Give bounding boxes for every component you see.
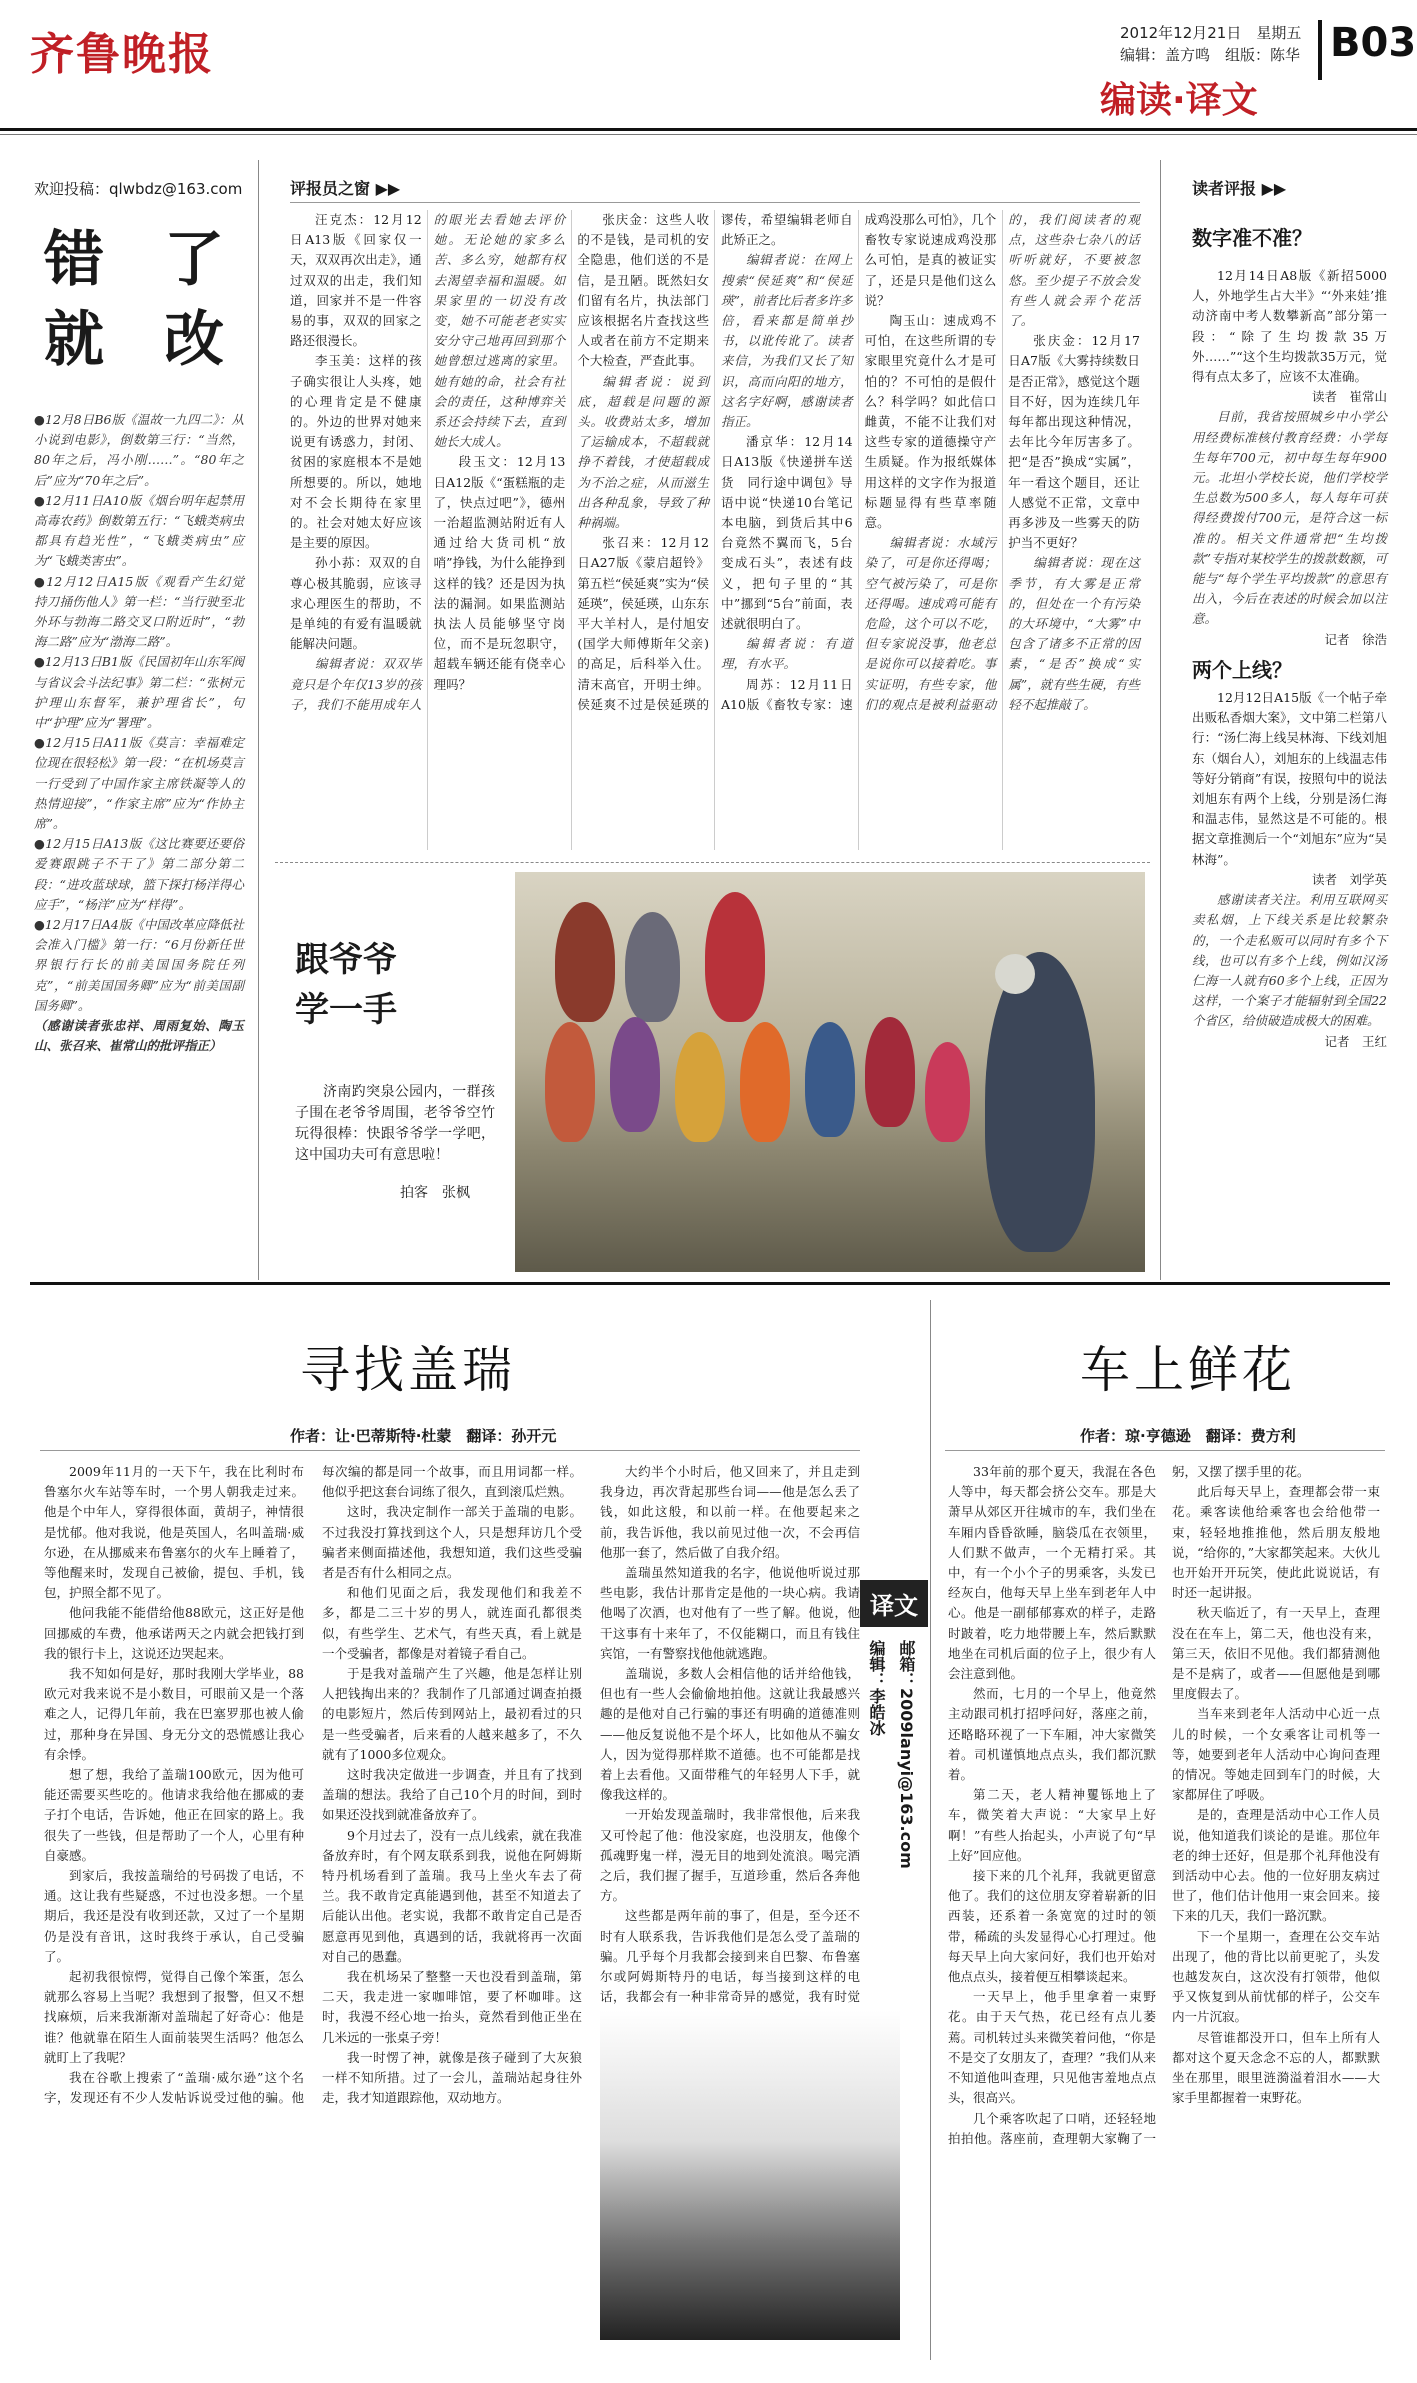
column-divider <box>258 160 259 1280</box>
story-paragraph: 秋天临近了，有一天早上，查理没在在车上，第二天，他也没有来，第三天，依旧不见他。我们都猜测他是不是病了，或者——但愿他是到哪里度假去了。 <box>1172 1605 1380 1702</box>
reporter-reply: 感谢读者关注。利用互联网买卖私烟，上下线关系是比较繁杂的，一个走私贩可以同时有多个下线，也可以有多个上线，例如汉汤仁海一人就有60多个上线，正因为这样，一个案子才能辐射到全国22个省区，给侦破造成极大的困难。 <box>1192 892 1387 1029</box>
masthead-logo: 齐鲁晚报 <box>30 29 214 80</box>
story-paragraph: 于是我对盖瑞产生了兴趣，他是怎样让别人把钱掏出来的？我制作了几部通过调查拍摄的电影短片，然后传到网站上，最初看过的只是一些受骗者，后来看的人越来越多了，不久就有了1000多位观众。 <box>322 1666 582 1762</box>
story2-body <box>948 1462 1380 2362</box>
story-paragraph: 第二天，老人精神矍铄地上了车，微笑着大声说：“大家早上好啊！”有些人抬起头，小声说了句“早上好”回应他。 <box>948 1787 1156 1863</box>
corrections-heading-1: 错 了 <box>44 225 224 295</box>
triangle-arrows-icon: ▶▶ <box>375 179 401 198</box>
editor-reply: 编辑者说：说到底，超载是问题的源头。收费站太多，增加了运输成本，不超载就挣不着钱，才使超载成为不治之症，从而滋生出各种乱象，导致了种种祸端。 <box>577 373 709 531</box>
page-number-bar <box>1318 20 1322 80</box>
reader-review-title-2: 两个上线？ <box>1192 657 1292 682</box>
photo-title-line: 跟爷爷 <box>295 940 397 980</box>
comment-paragraph: 段玉文：12月13日A12版《“蛋糕瓶的走了，快点过吧”》，德州一治超监测站附近有人通过给大货司机“放哨”挣钱，为什么能挣到这样的钱？还是因为执法的漏洞。如果监测站执法人员能够坚守岗位，而不是玩忽职守，超载车辆还能有侥幸心理吗？ <box>433 454 566 692</box>
story-paragraph: 尽管谁都没开口，但车上所有人都对这个夏天念念不忘的人，都默默坐在那里，眼里涟漪溢着泪水——大家手里都握着一束野花。 <box>1172 2029 1380 2106</box>
story-paragraph: 下一个星期一，查理在公交车站出现了，他的背比以前更驼了，头发也越发灰白，这次没有打领带，他似乎又恢复到从前忧郁的样子，公交车内一片沉寂。 <box>1172 1928 1380 2025</box>
editor-reply: 编辑者说：双双毕竟只是个年仅13岁的孩子，我们不能用成年人的眼光去看她去评价她。无论她的家多么苦、多么穷，她都有权去渴望幸福和温暖。如果家里的一切没有改变，她不可能老老实实安分守己地再回到那个她曾想过逃离的家里。她有她的命，社会有社会的责任，这种博弈关系还会持续下去，直到她长大成人。 <box>290 212 566 712</box>
story-paragraph: 和他们见面之后，我发现他们和我差不多，都是二三十岁的男人，就连面孔都很类似，有些学生、艺术气，有些天真，看上就是一个受骗者，都像是对着镜子看自己。 <box>322 1585 582 1661</box>
editor-reply: 编辑者说：现在这季节，有大雾是正常的，但处在一个有污染的大环境中，“大雾”中包含了诸多不正常的因素，“是否”换成“实属”，就有些生硬，有些轻不起推敲了。 <box>1008 555 1140 712</box>
reviewer-rule <box>290 202 1140 203</box>
reporter-reply: 目前，我省按照城乡中小学公用经费标准核付教育经费：小学每生每年700元，初中每生每年900元。北坦小学校长说，他们学校学生总数为500多人，每人每年可获得经费拨付700元，是符合这一标准的。相关文件通常把“生均拨款”专指对某校学生的拨款数额，可能与“每个学生平均拨款”的意思有出入，今后在表述的时候会加以注意。 <box>1192 409 1387 627</box>
correction-item: ●12月8日B6版《温故一九四二》：从小说到电影》，倒数第三行：“当然，80年之后，冯小刚……”。“80年之后”应为“70年之后”。 <box>34 412 244 488</box>
comment-paragraph: 孙小荪：双双的自尊心极其脆弱，应该寻求心理医生的帮助，不是单纯的有爱有温暖就能解决问题。 <box>290 555 422 652</box>
comment-paragraph: 张庆金：这些人收的不是钱，是司机的安全隐患，他们送的不是信，是丑陋。既然妇女们留有名片，执法部门应该根据名片查找这些人或者在前方不定期来个大检查，严查此事。 <box>577 212 709 369</box>
correction-item: ●12月11日A10版《烟台明年起禁用高毒农药》倒数第五行：“飞蛾类病虫都具有趋光性”，“飞蛾类病虫”应为“飞蛾类害虫”。 <box>34 492 244 569</box>
photo-title <box>295 935 397 1035</box>
submission-email: 欢迎投稿：qlwbdz@163.com <box>34 180 243 198</box>
header-rule <box>0 128 1417 131</box>
page-number: B03 <box>1330 20 1417 66</box>
story-paragraph: 这时我决定做进一步调查，并且有了找到盖瑞的想法。我给了自己10个月的时间，到时如果还没找到就准备放弃了。 <box>322 1767 582 1823</box>
correction-item: ●12月12日A15版《观看产生幻觉 持刀捅伤他人》第一栏：“当行驶至北外环与勃海二路交叉口附近时”，“勃海二路”应为“渤海二路”。 <box>34 573 257 650</box>
editor-reply: 编辑者说：有道理，有水平。 <box>720 636 853 672</box>
reader-review-title-1: 数字准不准？ <box>1192 226 1312 250</box>
corrections-heading-2: 就 改 <box>44 305 224 375</box>
comment-paragraph: 周苏：12月11日A10版《畜牧专家：速成鸡没那么可怕》，几个畜牧专家说速成鸡没那么可怕，是真的被证实了，还是只是他们这么说？ <box>720 212 997 712</box>
story-paragraph: 接下来的几个礼拜，我就更留意他了。我们的这位朋友穿着崭新的旧西装，还系着一条宽宽的过时的领带，稀疏的头发显得心心打理过。他每天早上向大家问好，我们也开始对他点点头，接着便互相攀谈起来。 <box>948 1868 1156 1985</box>
story2-title: 车上鲜花 <box>1080 1341 1296 1399</box>
story-paragraph: 2009年11月的一天下午，我在比利时布鲁塞尔火车站等车时，一个男人朝我走过来。他是个中年人，穿得很体面，黄胡子，神情很是忧郁。他对我说，他是英国人，名叫盖瑞·威尔逊，在从挪威来布鲁塞尔的火车上睡着了，等他醒来时，发现自己被偷，提包、手机，钱包，护照全都不见了。 <box>44 1464 304 1601</box>
story-paragraph: 几个乘客吹起了口哨，还轻轻地拍拍他。落座前，查理朝大家鞠了一躬，又摆了摆手里的花。 <box>948 1464 1310 2146</box>
story-paragraph: 此后每天早上，查理都会带一束花。乘客读他给乘客也会给他带一束，轻轻地推推他，然后朋友般地说，“给你的，”大家都笑起来。大伙儿也开始开开玩笑，使此此说说话，有时还一起讲报。 <box>1172 1484 1380 1601</box>
translation-editor: 编辑：李皓冰 <box>867 1640 886 1736</box>
story-paragraph: 他问我能不能借给他88欧元，这正好是他回挪威的车费，他承诺两天之内就会把钱打到我的银行卡上，这说还边哭起来。 <box>44 1605 304 1661</box>
story-paragraph: 这时，我决定制作一部关于盖瑞的电影。不过我没打算找到这个人，只是想拜访几个受骗者来侧面描述他，我想知道，我们这些受骗者是否有什么相同之点。 <box>322 1504 582 1581</box>
story2-rule <box>945 1450 1385 1451</box>
story-paragraph: 然而，七月的一个早上，他竟然主动跟司机打招呼问好，落座之前，还略略环视了一下车厢，冲大家微笑着。司机谨慎地点点头，我们都沉默着。 <box>948 1686 1156 1783</box>
editor-reply: 编辑者说：水域污染了，可是你还得喝；空气被污染了，可是你还得喝。速成鸡可能有危险，这个可以不吃，但专家说没事，他老总是说你可以接着吃。事实证明，有些专家，他们的观点是被利益驱动的，我们阅读者的观点，这些杂七杂八的话听听就好，不要被忽悠。至少提子不放会发有些人就会弄个花活了。 <box>864 212 1140 712</box>
story-paragraph: 这些都是两年前的事了，但是，至今还不时有人联系我，告诉我他们是怎么受了盖瑞的骗。几乎每个月我都会接到来自巴黎、布鲁塞尔或阿姆斯特丹的电话，每当接到这样的电话，我都会有一种非常奇异的感觉，我有时觉 <box>600 1908 860 2005</box>
translation-tag: 译文 <box>860 1580 928 1627</box>
correction-thanks: （感谢读者张忠祥、周雨复始、陶玉山、张召来、崔常山的批评指正） <box>34 1018 244 1054</box>
city-silhouette-illustration <box>600 2010 900 2340</box>
story-paragraph: 盖瑞说，多数人会相信他的话并给他钱，但也有一些人会偷偷地拍他。这就让我最感兴趣的是他对自己行骗的事还有明确的道德准则——他反复说他不是个坏人，比如他从不骗女人，因为觉得那样欺不道德。也不可能都是找着上去看他。又面带稚气的年轻男人下手，就像我这样的。 <box>600 1666 860 1803</box>
comment-paragraph: 汪克杰：12月12日A13版《回家仅一天，双双再次出走》，通过双双的出走，我们知道，回家并不是一件容易的事，双双的回家之路还很漫长。 <box>290 212 422 349</box>
story-paragraph: 我不知如何是好，那时我刚大学毕业，88欧元对我来说不是小数目，可眼前又是一个落难之人，记得几年前，我在巴塞罗那也被人偷过，那种身在异国、身无分文的恐慌感让我心有余悸。 <box>44 1666 304 1762</box>
column-divider <box>930 1300 931 2360</box>
story-paragraph: 我在机场呆了整整一天也没看到盖瑞，第二天，我走进一家咖啡馆，要了杯咖啡。这时，我漫不经心地一抬头，竟然看到他正坐在几米远的一张桌子旁！ <box>322 1969 582 2045</box>
section-title: 编读·译文 <box>1100 80 1258 121</box>
reviewer-window-label: 评报员之窗 ▶▶ <box>290 179 401 198</box>
comment-paragraph: 潘京华：12月14日A13版《快递拼车送货 同行途中调包》导语中说“快递10台笔记本电脑，到货后其中6台竟然不翼而飞，5台变成石头”，表述有歧义，把句子里的“其中”挪到“5台”前面，表述就很明白了。 <box>720 434 853 632</box>
story-paragraph: 当车来到老年人活动中心近一点儿的时候，一个女乘客让司机等一等，她要到老年人活动中心询问查理的情况。等她走回到车门的时候，大家都屏住了呼吸。 <box>1172 1706 1380 1803</box>
comment-paragraph: 陶玉山：速成鸡不可怕，在这些所谓的专家眼里究竟什么才是可怕的？不可怕的是假什么？科学吗？如此信口雌黄，不能不让我们对这些专家的道德操守产生质疑。作为报纸媒体用这样的文字作为报道标题显得有些草率随意。 <box>864 313 997 531</box>
page-editors: 编辑：盖方鸣 组版：陈华 <box>1120 46 1301 64</box>
corrections-list <box>34 410 257 1275</box>
reader-review-label: 读者评报 ▶▶ <box>1192 179 1287 198</box>
reader-signature: 读者 刘学英 <box>1311 871 1387 887</box>
story-paragraph: 一天早上，他手里拿着一束野花。由于天气热，花已经有点儿萎蔫。司机转过头来微笑着问他，“你是不是交了女朋友了，查理？”我们从来不知道他叫查理，只见他害羞地点点头，很高兴。 <box>948 1989 1156 2106</box>
story-paragraph: 我在谷歌上搜索了“盖瑞·威尔逊”这个名字，发现还有不少人发帖诉说受过他的骗。他每次编的都是同一个故事，而且用词都一样。他似乎把这套台词练了很久，直到滚瓜烂熟。 <box>44 1464 582 2106</box>
story-paragraph: 我一时愣了神，就像是孩子碰到了大灰狼一样不知所措。过了一会儿，盖瑞站起身往外走，我才知道跟踪他，双动地方。 <box>322 2049 582 2106</box>
section-rule <box>30 1282 1390 1285</box>
kids-diabolo-photo <box>515 872 1145 1272</box>
column-divider <box>1160 160 1161 1280</box>
story-paragraph: 起初我很惊愕，觉得自己像个笨蛋，怎么就那么容易上当呢？我想到了报警，但又不想找麻烦，后来我渐渐对盖瑞起了好奇心：他是谁？他就靠在陌生人面前装哭生活吗？他怎么就盯上了我呢？ <box>44 1969 304 2065</box>
issue-date: 2012年12月21日 星期五 <box>1120 24 1302 42</box>
comment-paragraph: 张庆金：12月17日A7版《大雾持续数日是否正常》，感觉这个题目不好，因为连续几年每年都出现这种情况，去年比今年厉害多了。把“是否”换成“实属”，年一看这个题目，还让人感觉不正常，文章中再多涉及一些雾天的防护当不更好？ <box>1008 333 1140 551</box>
reader-letter: 12月12日A15版《一个帖子牵出贩私香烟大案》，文中第二栏第八行：“汤仁海上线吴林海、下线刘旭东（烟台人），刘旭东的上线温志伟等好分销商”有误，按照句中的说法刘旭东有两个上线，分别是汤仁海和温志伟，显然这是不可能的。根据文章推测后一个“刘旭东”应为“吴林海”。 <box>1192 690 1387 867</box>
dashed-divider <box>275 862 1150 863</box>
editor-reply: 编辑者说：在网上搜索“侯延爽”和“侯延瑛”，前者比后者多许多倍，看来都是简单抄书，以讹传讹了。读者来信，为我们又长了知识，高而向阳的地方，这名字好啊，感谢读者指正。 <box>720 252 853 430</box>
reporter-signature: 记者 王红 <box>1324 1033 1387 1049</box>
story-paragraph: 盖瑞虽然知道我的名字，他说他听说过那些电影，我估计那肯定是他的一块心病。我请他喝了次酒，也对他有了一些了解。他说，他干这事有十来年了，不仅能糊口，而且有钱住宾馆，一有警察找他他就逃跑。 <box>600 1565 860 1661</box>
header-rule-thin <box>0 134 1417 135</box>
story-paragraph: 是的，查理是活动中心工作人员说，他知道我们谈论的是谁。那位年老的绅士还好，但是那个礼拜他没有到活动中心去。他的一位好朋友病过世了，他们估计他用一束会回来。接下来的几天，我们一路沉默。 <box>1172 1807 1380 1924</box>
story-paragraph: 大约半个小时后，他又回来了，并且走到我身边，再次背起那些台词——他是怎么丢了钱，如此这般，和以前一样。在他要起来之前，我告诉他，我以前见过他一次，不会再信他那一套了，然后做了自我介绍。 <box>600 1464 860 1560</box>
photo-title-line: 学一手 <box>295 990 397 1030</box>
correction-item: ●12月17日A4版《中国改革应降低社会准入门槛》第一行：“6月份新任世界银行行长的前美国国务院任列克”，“前美国国务卿”应为“前美国副国务卿”。 <box>34 917 244 1013</box>
translation-email: 邮箱：2009lanyi@163.com <box>897 1640 916 1869</box>
story2-byline: 作者：琼·亨德逊 翻译：费方利 <box>1080 1427 1296 1445</box>
reporter-signature: 记者 徐浩 <box>1324 631 1387 647</box>
triangle-arrows-icon: ▶▶ <box>1261 179 1287 198</box>
comment-paragraph: 张召来：12月12日A27版《蒙启超铃》第五栏“侯延爽”实为“侯延瑛”，侯延瑛，山东东平大羊村人，是付旭安(国学大师傅斯年父亲)的高足，后科举入仕。清末高官，开明士绅。侯延爽不过是侯延瑛的谬传，希望编辑老师自此矫正之。 <box>577 212 853 712</box>
story1-rule <box>40 1450 860 1451</box>
correction-item: ●12月13日B1版《民国初年山东军阀与省议会斗法纪事》第二栏：“张树元护理山东督军，兼护理省长”，句中“护理”应为“署理”。 <box>34 654 244 731</box>
story-paragraph: 33年前的那个夏天，我混在各色人等中，每天都会挤公交车。那是大萧早从郊区开往城市的车，我们坐在车厢内昏昏欲睡，脑袋瓜在衣领里，人们默不做声，一个无精打采。其中，有一个小个子的男乘客，头发已经灰白，他每天早上坐车到老年人中心。他是一副郁郁寡欢的样子，走路时跛着，吃力地带腰上车，然后默默地坐在司机后面的位子上，很少有人会注意到他。 <box>948 1464 1156 1682</box>
correction-item: ●12月15日A13版《这比赛要还要俗 爱赛跟跳子不干了》第二部分第二段：“进攻蓝球球，篮下探打杨洋得心应手”，“杨洋”应为“样得”。 <box>34 836 257 912</box>
comment-paragraph: 李玉美：这样的孩子确实很让人头疼，她的心理肯定是不健康的。外边的世界对她来说更有诱惑力，封闭、贫困的家庭根本不是她所想要的。所以，她地对不会长期待在家里的。社会对她太好应该是主要的原因。 <box>290 353 422 551</box>
photo-caption: 济南趵突泉公园内，一群孩子围在老爷爷周围，老爷爷空竹玩得很棒：快跟爷爷学一学吧，这中国功夫可有意思啦！ <box>295 1084 495 1163</box>
reader-review-body <box>1192 266 1387 1276</box>
story-paragraph: 一开始发现盖瑞时，我非常恨他，后来我又可怜起了他：他没家庭，也没朋友，他像个孤魂野鬼一样，漫无目的地到处流浪。喝完酒之后，我们握了握手，互道珍重，然后各奔他方。 <box>600 1807 860 1904</box>
reader-letter: 12月14日A8版《新招5000人，外地学生占大半》“‘外来娃’推动济南中考人数攀新高”部分第一段：“除了生均拨款35万外……”“这个生均拨款35万元，觉得有点太多了，应该不太准确。 <box>1192 268 1387 385</box>
story1-title: 寻找盖瑞 <box>300 1341 516 1399</box>
reviewer-comments <box>290 210 1140 850</box>
story-paragraph: 到家后，我按盖瑞给的号码拨了电话，不通。这让我有些疑惑，不过也没多想。一个星期后，我还是没有收到还款，又过了一个星期仍是没有音讯，这时我终于承认，自己受骗了。 <box>44 1868 304 1964</box>
correction-item: ●12月15日A11版《莫言：幸福难定位现在很轻松》第一段：“在机场莫言一行受到了中国作家主席铁凝等人的热情迎接”，“作家主席”应为“作协主席”。 <box>34 735 244 832</box>
photo-credit: 拍客 张枫 <box>400 1185 470 1201</box>
story-paragraph: 想了想，我给了盖瑞100欧元，因为他可能还需要买些吃的。他请求我给他在挪威的妻子打个电话，告诉她，他正在回家的路上。我很失了一些钱，但是帮助了一个人，心里有种自豪感。 <box>44 1767 304 1863</box>
story1-byline: 作者：让·巴蒂斯特·杜蒙 翻译：孙开元 <box>290 1427 557 1445</box>
story-paragraph: 9个月过去了，没有一点儿线索，就在我准备放弃时，有个网友联系到我，说他在阿姆斯特丹机场看到了盖瑞。我马上坐火车去了荷兰。我不敢肯定真能遇到他，甚至不知道去了后能认出他。老实说，我都不敢肯定自己是否愿意再见到他，真遇到的话，我就将再一次面对自己的愚蠢。 <box>322 1827 582 1964</box>
reader-signature: 读者 崔常山 <box>1311 389 1387 405</box>
